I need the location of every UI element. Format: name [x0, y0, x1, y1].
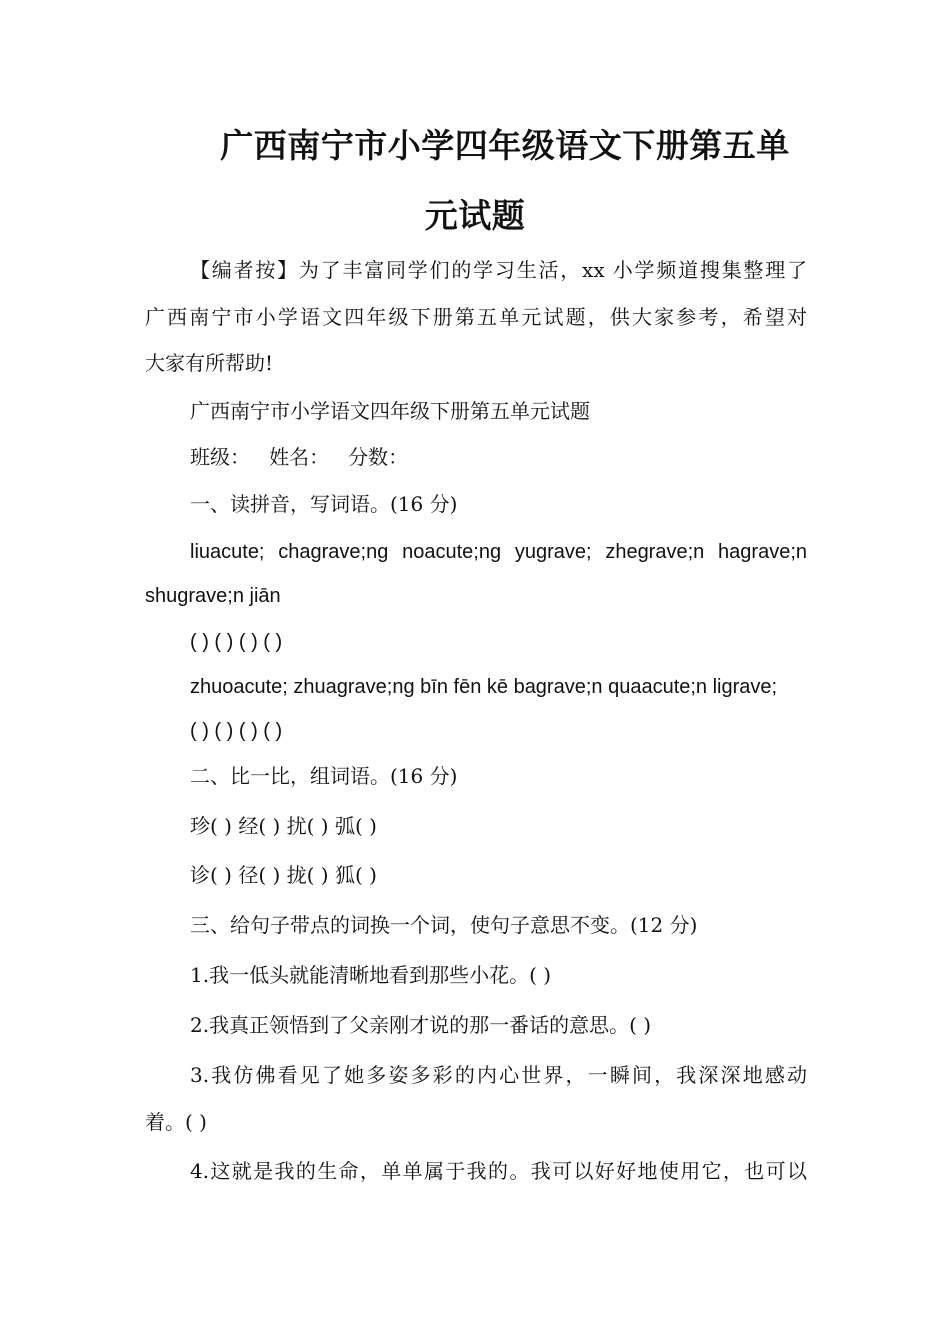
intro-line-1: 【编者按】为了丰富同学们的学习生活，xx 小学频道搜集整理了 [190, 258, 807, 282]
intro-line-3: 大家有所帮助! [145, 351, 274, 375]
section-2-heading: 二、比一比，组词语。(16 分) [190, 764, 458, 788]
answer-blanks-2: ( ) ( ) ( ) ( ) [190, 720, 283, 742]
document-title-line-1: 广西南宁市小学四年级语文下册第五单 [220, 126, 790, 165]
question-2: 2.我真正领悟到了父亲刚才说的那一番话的意思。( ) [190, 1013, 652, 1037]
section-3-heading: 三、给句子带点的词换一个词，使句子意思不变。(12 分) [190, 913, 698, 937]
question-3-continued: 着。( ) [145, 1110, 207, 1134]
pinyin-line-1: liuacute; chagrave;ng noacute;ng yugrave; zhegrave;n hagrave;n [190, 541, 807, 563]
info-line: 班级： 姓名： 分数： [190, 445, 409, 469]
compare-row-1: 珍( ) 经( ) 扰( ) 弧( ) [190, 814, 377, 838]
pinyin-line-1-continued: shugrave;n jiān [145, 585, 281, 607]
subtitle: 广西南宁市小学语文四年级下册第五单元试题 [190, 399, 590, 423]
intro-line-2: 广西南宁市小学语文四年级下册第五单元试题，供大家参考，希望对 [145, 305, 807, 329]
document-title-line-2: 元试题 [424, 196, 526, 235]
question-3: 3.我仿佛看见了她多姿多彩的内心世界，一瞬间，我深深地感动 [190, 1063, 807, 1087]
question-4: 4.这就是我的生命，单单属于我的。我可以好好地使用它，也可以 [190, 1159, 807, 1183]
compare-row-2: 诊( ) 径( ) 拢( ) 狐( ) [190, 863, 377, 887]
question-1: 1.我一低头就能清晰地看到那些小花。( ) [190, 963, 552, 987]
answer-blanks-1: ( ) ( ) ( ) ( ) [190, 631, 283, 653]
pinyin-line-2: zhuoacute; zhuagrave;ng bīn fēn kē bagrave;n quaacute;n ligrave; [190, 676, 778, 698]
section-1-heading: 一、读拼音，写词语。(16 分) [190, 492, 458, 516]
